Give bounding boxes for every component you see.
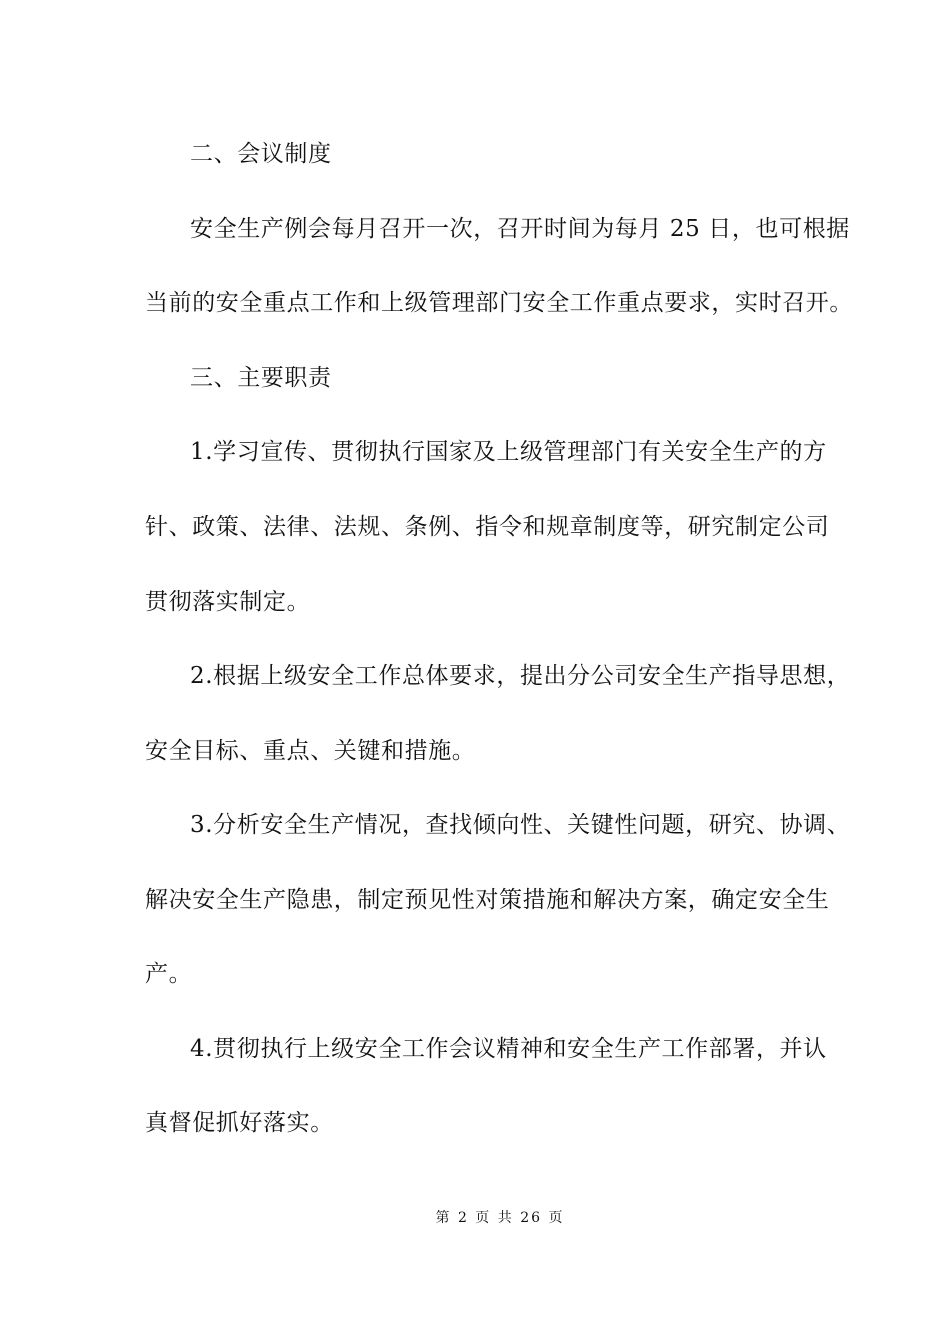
paragraph-line: 针、政策、法律、法规、条例、指令和规章制度等，研究制定公司 (145, 514, 830, 540)
section-heading-meeting-system: 二、会议制度 (190, 141, 332, 167)
paragraph-line: 解决安全生产隐患，制定预见性对策措施和解决方案，确定安全生 (145, 887, 830, 913)
section-heading-main-duties: 三、主要职责 (190, 365, 332, 391)
paragraph-line: 3.分析安全生产情况，查找倾向性、关键性问题，研究、协调、 (190, 812, 851, 838)
page-number-footer: 第 2 页 共 26 页 (435, 1210, 565, 1226)
paragraph-line: 真督促抓好落实。 (145, 1110, 334, 1136)
paragraph-line: 4.贯彻执行上级安全工作会议精神和安全生产工作部署，并认 (190, 1036, 827, 1062)
paragraph-line: 2.根据上级安全工作总体要求，提出分公司安全生产指导思想， (190, 663, 851, 689)
paragraph-line: 安全生产例会每月召开一次，召开时间为每月 25 日，也可根据 (190, 216, 850, 242)
paragraph-line: 当前的安全重点工作和上级管理部门安全工作重点要求，实时召开。 (145, 290, 853, 316)
paragraph-line: 贯彻落实制定。 (145, 589, 311, 615)
paragraph-line: 1.学习宣传、贯彻执行国家及上级管理部门有关安全生产的方 (190, 439, 827, 465)
paragraph-line: 安全目标、重点、关键和措施。 (145, 738, 476, 764)
paragraph-line: 产。 (145, 961, 193, 987)
